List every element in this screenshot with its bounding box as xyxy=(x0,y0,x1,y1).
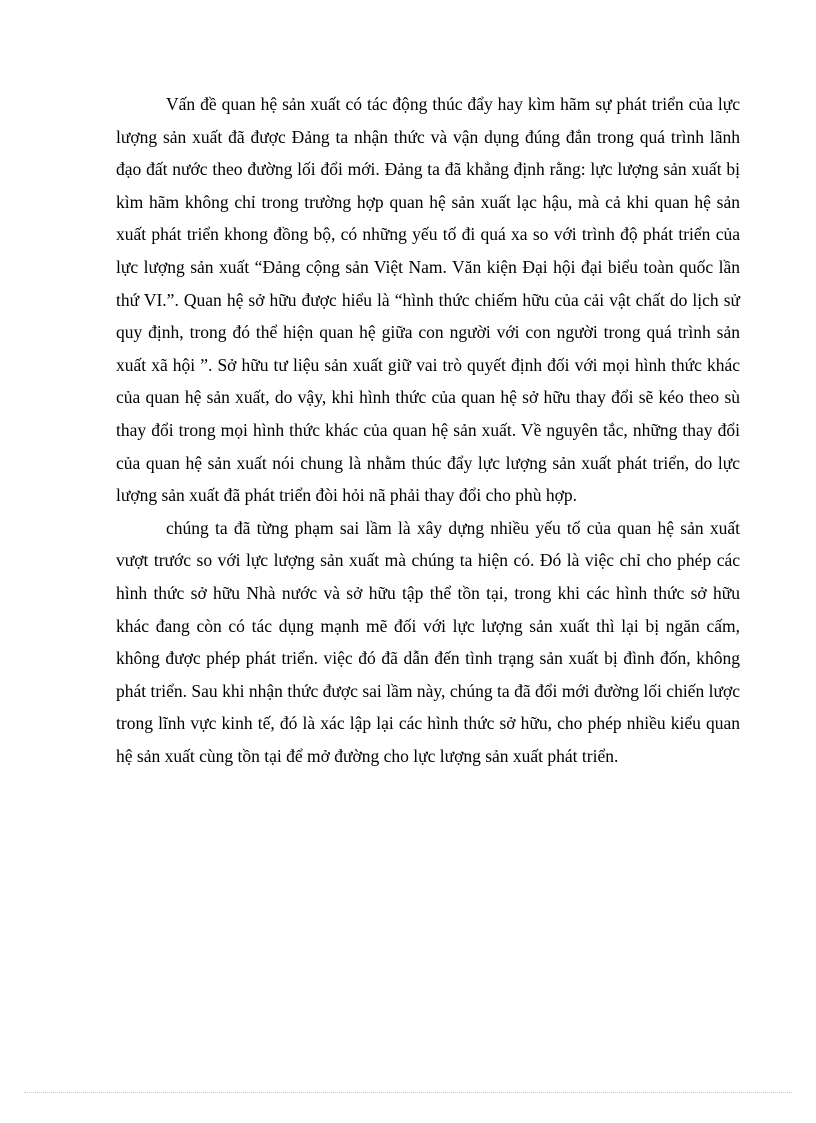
body-text xyxy=(116,88,740,772)
paragraph-2: chúng ta đã từng phạm sai lầm là xây dựng nhiều yếu tố của quan hệ sản xuất vượt trước so với lực lượng sản xuất mà chúng ta hiện có. Đó là việc chỉ cho phép các hình thức sở hữu Nhà nước và sở hữu tập thể tồn tại, trong khi các hình thức sở hữu khác đang còn có tác dụng mạnh mẽ đối với lực lượng sản xuất thì lại bị ngăn cấm, không được phép phát triển. việc đó đã dẫn đến tình trạng sản xuất bị đình đốn, không phát triển. Sau khi nhận thức được sai lầm này, chúng ta đã đổi mới đường lối chiến lược trong lĩnh vực kinh tế, đó là xác lập lại các hình thức sở hữu, cho phép nhiều kiểu quan hệ sản xuất cùng tồn tại để mở đường cho lực lượng sản xuất phát triển. xyxy=(116,517,740,766)
paragraph-1: Vấn đề quan hệ sản xuất có tác động thúc đẩy hay kìm hãm sự phát triển của lực lượng sản xuất đã được Đảng ta nhận thức và vận dụng đúng đắn trong quá trình lãnh đạo đất nước theo đường lối đổi mới. Đảng ta đã khẳng định rằng: lực lượng sản xuất bị kìm hãm không chỉ trong trường hợp quan hệ sản xuất lạc hậu, mà cả khi quan hệ sản xuất phát triển khong đồng bộ, có những yếu tố đi quá xa so với trình độ phát triển của lực lượng sản xuất “Đảng cộng sản Việt Nam. Văn kiện Đại hội đại biểu toàn quốc lần thứ VI.”. Quan hệ sở hữu được hiểu là “hình thức chiếm hữu của cải vật chất do lịch sử quy định, trong đó thể hiện quan hệ giữa con người với con người trong quá trình sản xuất xã hội ”. Sở hữu tư liệu sản xuất giữ vai trò quyết định đối với mọi hình thức khác của quan hệ sản xuất, do vậy, khi hình thức của quan hệ sở hữu thay đổi sẽ kéo theo sù thay đổi trong mọi hình thức khác của quan hệ sản xuất. Về nguyên tắc, những thay đổi của quan hệ sản xuất nói chung là nhằm thúc đẩy lực lượng sản xuất phát triển, do lực lượng sản xuất đã phát triển đòi hỏi nã phải thay đổi cho phù hợp. xyxy=(116,94,740,506)
page-bottom-divider xyxy=(24,1092,792,1093)
